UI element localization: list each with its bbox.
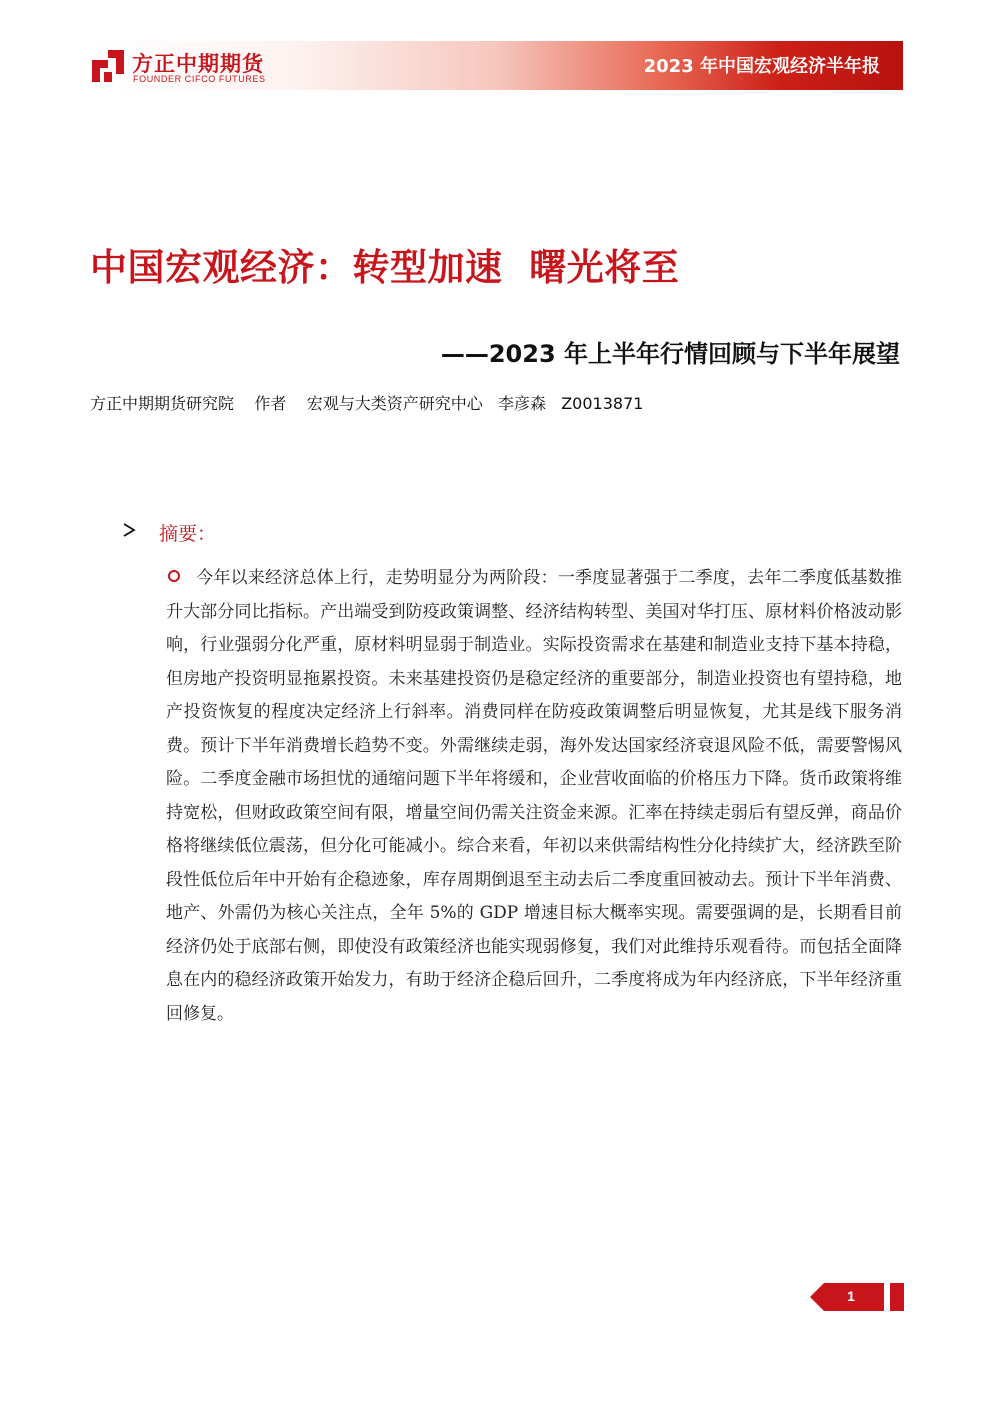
arrow-bullet-icon	[122, 523, 136, 537]
summary-paragraph	[166, 562, 902, 1031]
page-number-badge	[810, 1283, 904, 1311]
author-byline: 方正中期期货研究院 作者 宏观与大类资产研究中心 李彦森 Z0013871	[90, 394, 644, 413]
page-title: 中国宏观经济：转型加速 曙光将至	[90, 246, 680, 289]
logo-english-name: FOUNDER CIFCO FUTURES	[133, 74, 266, 84]
summary-text: 今年以来经济总体上行，走势明显分为两阶段：一季度显著强于二季度，去年二季度低基数推升大部分同比指标。产出端受到防疫政策调整、经济结构转型、美国对华打压、原材料价格波动影响，行业强弱分化严重，原材料明显弱于制造业。实际投资需求在基建和制造业支持下基本持稳，但房地产投资明显拖累投资。未来基建投资仍是稳定经济的重要部分，制造业投资也有望持稳，地产投资恢复的程度决定经济上行斜率。消费同样在防疫政策调整后明显恢复，尤其是线下服务消费。预计下半年消费增长趋势不变。外需继续走弱，海外发达国家经济衰退风险不低，需要警惕风险。二季度金融市场担忧的通缩问题下半年将缓和，企业营收面临的价格压力下降。货币政策将维持宽松，但财政政策空间有限，增量空间仍需关注资金来源。汇率在持续走弱后有望反弹，商品价格将继续低位震荡，但分化可能减小。综合来看，年初以来供需结构性分化持续扩大，经济跌至阶段性低位后年中开始有企稳迹象，库存周期倒退至主动去后二季度重回被动去。预计下半年消费、地产、外需仍为核心关注点，全年 5%的 GDP 增速目标大概率实现。需要强调的是，长期看目前经济仍处于底部右侧，即使没有政策经济也能实现弱修复，我们对此维持乐观看待。而包括全面降息在内的稳经济政策开始发力，有助于经济企稳后回升，二季度将成为年内经济底，下半年经济重回修复。	[166, 568, 902, 1024]
company-logo	[90, 46, 290, 88]
summary-heading-label: 摘要：	[159, 523, 217, 545]
logo-chinese-name: 方正中期期货	[132, 52, 264, 76]
circle-bullet-icon	[168, 570, 180, 582]
page-subtitle: ——2023 年上半年行情回顾与下半年展望	[440, 340, 900, 368]
page-number: 1	[847, 1288, 855, 1304]
logo-mark-icon	[90, 48, 126, 84]
report-title: 2023 年中国宏观经济半年报	[643, 56, 880, 77]
page-tab-bar	[890, 1283, 904, 1311]
